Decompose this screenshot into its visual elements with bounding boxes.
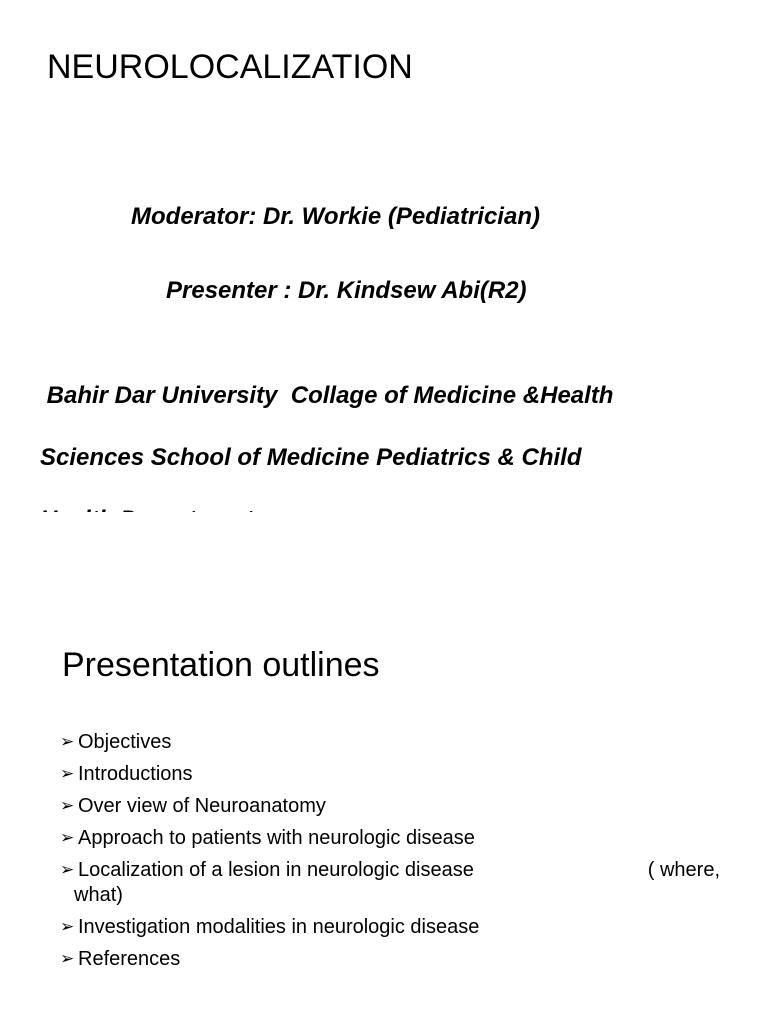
arrow-bullet-icon: ➢ bbox=[60, 764, 75, 784]
arrow-bullet-icon: ➢ bbox=[60, 860, 75, 880]
arrow-bullet-icon: ➢ bbox=[60, 828, 75, 848]
outline-title: Presentation outlines bbox=[62, 646, 380, 684]
moderator-line: Moderator: Dr. Workie (Pediatrician) bbox=[131, 203, 540, 230]
list-item-text: References bbox=[78, 948, 181, 970]
list-item-suffix: ( where, bbox=[647, 859, 720, 881]
outline-list bbox=[60, 730, 720, 979]
institution-line: Sciences School of Medicine Pediatrics & Child bbox=[40, 444, 582, 471]
list-item bbox=[60, 794, 720, 819]
list-item-text: Introductions bbox=[78, 763, 193, 785]
arrow-bullet-icon: ➢ bbox=[60, 949, 75, 969]
arrow-bullet-icon: ➢ bbox=[60, 917, 75, 937]
list-item-text: Approach to patients with neurologic disease bbox=[78, 827, 475, 849]
outline-slide bbox=[0, 512, 768, 1024]
institution-line: Bahir Dar University Collage of Medicine &Health bbox=[40, 382, 614, 409]
slide-title: NEUROLOCALIZATION bbox=[47, 48, 413, 86]
list-item bbox=[60, 947, 720, 972]
list-item-text: Localization of a lesion in neurologic disease bbox=[78, 859, 474, 881]
arrow-bullet-icon: ➢ bbox=[60, 732, 75, 752]
list-item bbox=[60, 826, 720, 851]
arrow-bullet-icon: ➢ bbox=[60, 796, 75, 816]
list-item-text: Investigation modalities in neurologic disease bbox=[78, 916, 480, 938]
presenter-line: Presenter : Dr. Kindsew Abi(R2) bbox=[166, 277, 527, 304]
list-item-text: Objectives bbox=[78, 731, 172, 753]
list-item bbox=[60, 915, 720, 940]
list-item bbox=[60, 762, 720, 787]
list-item-text: Over view of Neuroanatomy bbox=[78, 795, 326, 817]
list-item-line bbox=[78, 858, 720, 883]
list-item bbox=[60, 730, 720, 755]
list-item-wrap: what) bbox=[74, 884, 123, 906]
list-item bbox=[60, 858, 720, 908]
